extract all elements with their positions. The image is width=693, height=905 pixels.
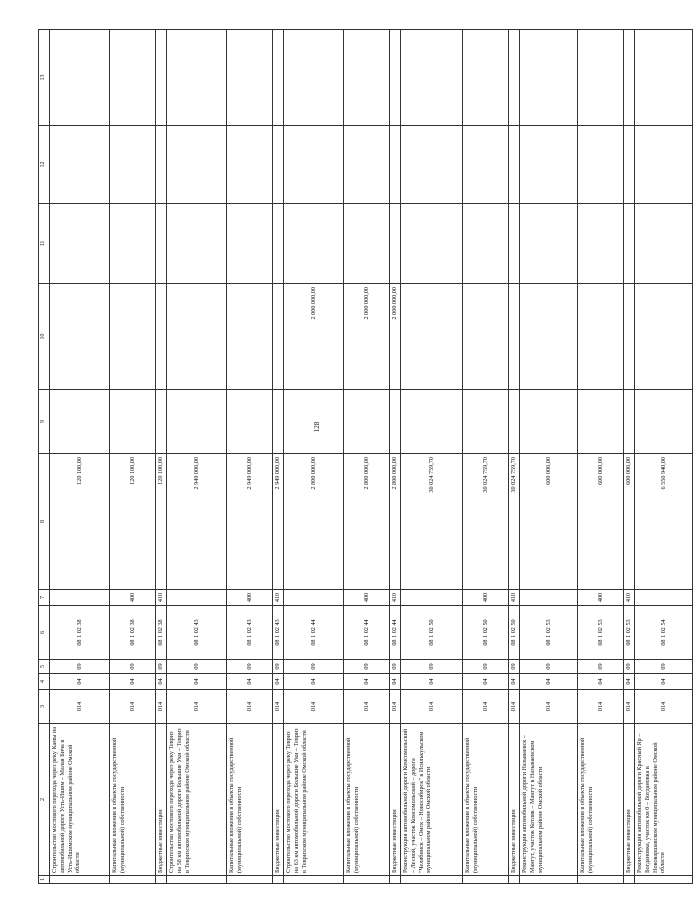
- code-cell: 08 1 02 43: [273, 606, 284, 660]
- amount-cell: [520, 126, 578, 204]
- amount-cell: 120 100,00: [110, 454, 156, 590]
- amount-cell: [635, 284, 693, 390]
- code-cell: 410: [390, 590, 401, 606]
- code-cell: 04: [167, 674, 227, 690]
- amount-cell: [227, 390, 273, 454]
- amount-cell: [463, 126, 509, 204]
- table-row: [624, 30, 635, 884]
- code-cell: 09: [463, 660, 509, 674]
- code-cell: 09: [520, 660, 578, 674]
- amount-cell: [50, 284, 110, 390]
- col-header: 10: [39, 284, 50, 390]
- amount-cell: 2 800 000,00: [284, 454, 344, 590]
- code-cell: 014: [509, 690, 520, 724]
- code-cell: [401, 590, 463, 606]
- amount-cell: [273, 204, 284, 284]
- code-cell: 014: [401, 690, 463, 724]
- amount-cell: 2 949 000,00: [227, 454, 273, 590]
- table-row: [273, 30, 284, 884]
- col-header: 11: [39, 204, 50, 284]
- code-cell: [284, 590, 344, 606]
- row-name-cell: Строительство мостового перехода через реку Тевриз на 63 км автомобильной дороги Большие Уки – Тевриз в Тевризском муниципальном районе Омской области: [284, 724, 344, 876]
- amount-cell: [156, 390, 167, 454]
- amount-cell: [578, 204, 624, 284]
- row-index-cell: [401, 876, 463, 884]
- code-cell: 400: [227, 590, 273, 606]
- amount-cell: [273, 284, 284, 390]
- code-cell: 04: [227, 674, 273, 690]
- amount-cell: [273, 390, 284, 454]
- amount-cell: [110, 284, 156, 390]
- code-cell: 014: [110, 690, 156, 724]
- amount-cell: [227, 126, 273, 204]
- code-cell: 09: [227, 660, 273, 674]
- amount-cell: [401, 284, 463, 390]
- code-cell: 014: [50, 690, 110, 724]
- amount-cell: [635, 30, 693, 126]
- code-cell: 014: [167, 690, 227, 724]
- amount-cell: 120 100,00: [50, 454, 110, 590]
- amount-cell: [50, 390, 110, 454]
- table-row: [401, 30, 463, 884]
- code-cell: 410: [273, 590, 284, 606]
- amount-cell: [167, 390, 227, 454]
- code-cell: 09: [390, 660, 401, 674]
- code-cell: 04: [635, 674, 693, 690]
- amount-cell: [167, 126, 227, 204]
- amount-cell: 6 550 940,00: [635, 454, 693, 590]
- amount-cell: [463, 284, 509, 390]
- col-header: 12: [39, 126, 50, 204]
- amount-cell: [401, 390, 463, 454]
- table-row: [156, 30, 167, 884]
- code-cell: 09: [344, 660, 390, 674]
- code-cell: 08 1 02 43: [227, 606, 273, 660]
- amount-cell: [167, 284, 227, 390]
- code-cell: 08 1 02 54: [635, 606, 693, 660]
- amount-cell: 2 800 000,00: [344, 454, 390, 590]
- rotated-page: [38, 30, 667, 884]
- row-name-cell: Капитальные вложения в объекты государственной (муниципальной) собственности: [110, 724, 156, 876]
- table-row: [284, 30, 344, 884]
- code-cell: 04: [110, 674, 156, 690]
- amount-cell: [578, 284, 624, 390]
- code-cell: 04: [509, 674, 520, 690]
- row-name-cell: Реконструкция автомобильной дороги Красный Яр – Богдановка, участок км 0 – Богдановка в Нововаршавском муниципальном районе Омской области: [635, 724, 693, 876]
- code-cell: 08 1 02 43: [167, 606, 227, 660]
- table-row: [227, 30, 273, 884]
- amount-cell: [624, 204, 635, 284]
- amount-cell: [520, 390, 578, 454]
- code-cell: 09: [401, 660, 463, 674]
- code-cell: 014: [156, 690, 167, 724]
- col-header: 4: [39, 674, 50, 690]
- code-cell: 08 1 02 53: [578, 606, 624, 660]
- row-name-cell: Капитальные вложения в объекты государственной (муниципальной) собственности: [227, 724, 273, 876]
- amount-cell: 2 000 000,00: [284, 284, 344, 390]
- amount-cell: [167, 30, 227, 126]
- code-cell: 09: [273, 660, 284, 674]
- amount-cell: [156, 284, 167, 390]
- amount-cell: [284, 126, 344, 204]
- amount-cell: [344, 30, 390, 126]
- col-header: 7: [39, 590, 50, 606]
- code-cell: 014: [273, 690, 284, 724]
- amount-cell: [624, 126, 635, 204]
- code-cell: 014: [578, 690, 624, 724]
- amount-cell: [110, 204, 156, 284]
- col-header: 9: [39, 390, 50, 454]
- amount-cell: [635, 390, 693, 454]
- code-cell: 09: [110, 660, 156, 674]
- row-index-cell: [520, 876, 578, 884]
- amount-cell: [390, 390, 401, 454]
- row-name-cell: Капитальные вложения в объекты государственной (муниципальной) собственности: [344, 724, 390, 876]
- code-cell: 400: [578, 590, 624, 606]
- code-cell: 09: [635, 660, 693, 674]
- code-cell: 08 1 02 53: [624, 606, 635, 660]
- row-name-cell: Капитальные вложения в объекты государственной (муниципальной) собственности: [463, 724, 509, 876]
- amount-cell: [463, 390, 509, 454]
- amount-cell: [624, 284, 635, 390]
- code-cell: 04: [50, 674, 110, 690]
- code-cell: 014: [463, 690, 509, 724]
- table-row: [110, 30, 156, 884]
- amount-cell: 2 949 000,00: [167, 454, 227, 590]
- code-cell: 014: [520, 690, 578, 724]
- row-name-cell: Реконструкция автомобильной дороги Называевск – Мангут, участок Котляк – Мангут в Называевском муниципальном районе Омской области: [520, 724, 578, 876]
- code-cell: 08 1 02 50: [463, 606, 509, 660]
- code-cell: 04: [401, 674, 463, 690]
- amount-cell: [284, 204, 344, 284]
- code-cell: 04: [520, 674, 578, 690]
- code-cell: 08 1 02 38: [50, 606, 110, 660]
- amount-cell: [110, 126, 156, 204]
- budget-table-container: [38, 30, 667, 884]
- code-cell: 410: [156, 590, 167, 606]
- col-header: 8: [39, 454, 50, 590]
- code-cell: 09: [624, 660, 635, 674]
- code-cell: 09: [284, 660, 344, 674]
- code-cell: 400: [463, 590, 509, 606]
- table-row: [463, 30, 509, 884]
- row-name-cell: Бюджетные инвестиции: [624, 724, 635, 876]
- amount-cell: [520, 30, 578, 126]
- amount-cell: [578, 30, 624, 126]
- code-cell: 08 1 02 53: [520, 606, 578, 660]
- amount-cell: [578, 390, 624, 454]
- amount-cell: 600 000,00: [578, 454, 624, 590]
- code-cell: 04: [578, 674, 624, 690]
- amount-cell: [50, 126, 110, 204]
- amount-cell: [390, 126, 401, 204]
- code-cell: 400: [110, 590, 156, 606]
- code-cell: 04: [463, 674, 509, 690]
- code-cell: 09: [578, 660, 624, 674]
- row-index-cell: [227, 876, 273, 884]
- amount-cell: [50, 30, 110, 126]
- row-name-cell: Капитальные вложения в объекты государственной (муниципальной) собственности: [578, 724, 624, 876]
- code-cell: 08 1 02 38: [156, 606, 167, 660]
- row-index-cell: [156, 876, 167, 884]
- col-header: 3: [39, 690, 50, 724]
- row-name-cell: Бюджетные инвестиции: [273, 724, 284, 876]
- amount-cell: [635, 126, 693, 204]
- code-cell: 014: [227, 690, 273, 724]
- amount-cell: [344, 204, 390, 284]
- code-cell: 410: [624, 590, 635, 606]
- amount-cell: [624, 30, 635, 126]
- row-index-cell: [635, 876, 693, 884]
- amount-cell: [635, 204, 693, 284]
- col-header: 5: [39, 660, 50, 674]
- table-row: [520, 30, 578, 884]
- amount-cell: [284, 390, 344, 454]
- amount-cell: [273, 126, 284, 204]
- col-header: 13: [39, 30, 50, 126]
- amount-cell: 600 000,00: [520, 454, 578, 590]
- row-name-cell: Бюджетные инвестиции: [156, 724, 167, 876]
- code-cell: 014: [635, 690, 693, 724]
- row-index-cell: [390, 876, 401, 884]
- code-cell: 04: [390, 674, 401, 690]
- code-cell: [635, 590, 693, 606]
- code-cell: 04: [344, 674, 390, 690]
- col-header: 2: [39, 724, 50, 876]
- code-cell: 04: [273, 674, 284, 690]
- code-cell: 09: [167, 660, 227, 674]
- code-cell: 08 1 02 50: [509, 606, 520, 660]
- row-name-cell: Строительство мостового перехода через реку Камы на автомобильной дороге Усть-Ишим – Малая Бича в Усть-Ишимском муниципальном районе Омской области: [50, 724, 110, 876]
- amount-cell: [509, 204, 520, 284]
- amount-cell: 30 024 759,70: [509, 454, 520, 590]
- amount-cell: [390, 30, 401, 126]
- code-cell: 09: [50, 660, 110, 674]
- amount-cell: [227, 30, 273, 126]
- amount-cell: [156, 30, 167, 126]
- amount-cell: 30 024 759,70: [463, 454, 509, 590]
- col-header: 6: [39, 606, 50, 660]
- table-row: [509, 30, 520, 884]
- code-cell: 04: [284, 674, 344, 690]
- code-cell: [167, 590, 227, 606]
- code-cell: 08 1 02 44: [390, 606, 401, 660]
- amount-cell: [463, 204, 509, 284]
- amount-cell: [284, 30, 344, 126]
- code-cell: 04: [156, 674, 167, 690]
- code-cell: 410: [509, 590, 520, 606]
- row-index-cell: [344, 876, 390, 884]
- row-index-cell: [509, 876, 520, 884]
- row-name-cell: Бюджетные инвестиции: [509, 724, 520, 876]
- amount-cell: [578, 126, 624, 204]
- amount-cell: [390, 204, 401, 284]
- code-cell: [520, 590, 578, 606]
- row-index-cell: [463, 876, 509, 884]
- amount-cell: [401, 204, 463, 284]
- table-row: [635, 30, 693, 884]
- code-cell: 08 1 02 50: [401, 606, 463, 660]
- table-row: [167, 30, 227, 884]
- amount-cell: [509, 390, 520, 454]
- code-cell: 09: [509, 660, 520, 674]
- amount-cell: [401, 126, 463, 204]
- amount-cell: 2 800 000,00: [390, 454, 401, 590]
- amount-cell: [624, 390, 635, 454]
- header-row: [39, 30, 50, 884]
- page-number: 128: [313, 421, 321, 433]
- amount-cell: [509, 126, 520, 204]
- amount-cell: [344, 390, 390, 454]
- amount-cell: [227, 284, 273, 390]
- row-name-cell: Строительство мостового перехода через реку Тевриз на 58 км автомобильной дороги Большие Уки – Тевриз в Тевризском муниципальном районе Омской области: [167, 724, 227, 876]
- row-index-cell: [50, 876, 110, 884]
- amount-cell: [167, 204, 227, 284]
- amount-cell: 600 000,00: [624, 454, 635, 590]
- row-name-cell: Реконструкция автомобильной дороги Комсомольский – Лесной, участок Комсомольский – дорога "Челябинск – Омск – Новосибирск" в Исилькульском муниципальном районе Омской области: [401, 724, 463, 876]
- amount-cell: [50, 204, 110, 284]
- amount-cell: [156, 126, 167, 204]
- budget-table: [38, 29, 693, 884]
- amount-cell: [509, 284, 520, 390]
- code-cell: [50, 590, 110, 606]
- amount-cell: [110, 390, 156, 454]
- code-cell: 08 1 02 44: [344, 606, 390, 660]
- code-cell: 014: [390, 690, 401, 724]
- amount-cell: [520, 204, 578, 284]
- code-cell: 014: [344, 690, 390, 724]
- code-cell: 014: [284, 690, 344, 724]
- row-index-cell: [110, 876, 156, 884]
- table-row: [344, 30, 390, 884]
- amount-cell: 2 000 000,00: [390, 284, 401, 390]
- amount-cell: 30 024 759,70: [401, 454, 463, 590]
- amount-cell: [509, 30, 520, 126]
- code-cell: 08 1 02 44: [284, 606, 344, 660]
- amount-cell: [401, 30, 463, 126]
- table-row: [390, 30, 401, 884]
- code-cell: 04: [624, 674, 635, 690]
- amount-cell: [227, 204, 273, 284]
- amount-cell: [156, 204, 167, 284]
- table-row: [578, 30, 624, 884]
- row-index-cell: [578, 876, 624, 884]
- amount-cell: 2 000 000,00: [344, 284, 390, 390]
- col-header: 1: [39, 876, 50, 884]
- code-cell: 014: [624, 690, 635, 724]
- amount-cell: [463, 30, 509, 126]
- code-cell: 09: [156, 660, 167, 674]
- amount-cell: [520, 284, 578, 390]
- row-index-cell: [624, 876, 635, 884]
- amount-cell: 120 100,00: [156, 454, 167, 590]
- row-index-cell: [273, 876, 284, 884]
- row-index-cell: [167, 876, 227, 884]
- row-index-cell: [284, 876, 344, 884]
- code-cell: 400: [344, 590, 390, 606]
- table-row: [50, 30, 110, 884]
- amount-cell: 2 949 000,00: [273, 454, 284, 590]
- amount-cell: [273, 30, 284, 126]
- row-name-cell: Бюджетные инвестиции: [390, 724, 401, 876]
- code-cell: 08 1 02 38: [110, 606, 156, 660]
- amount-cell: [344, 126, 390, 204]
- amount-cell: [110, 30, 156, 126]
